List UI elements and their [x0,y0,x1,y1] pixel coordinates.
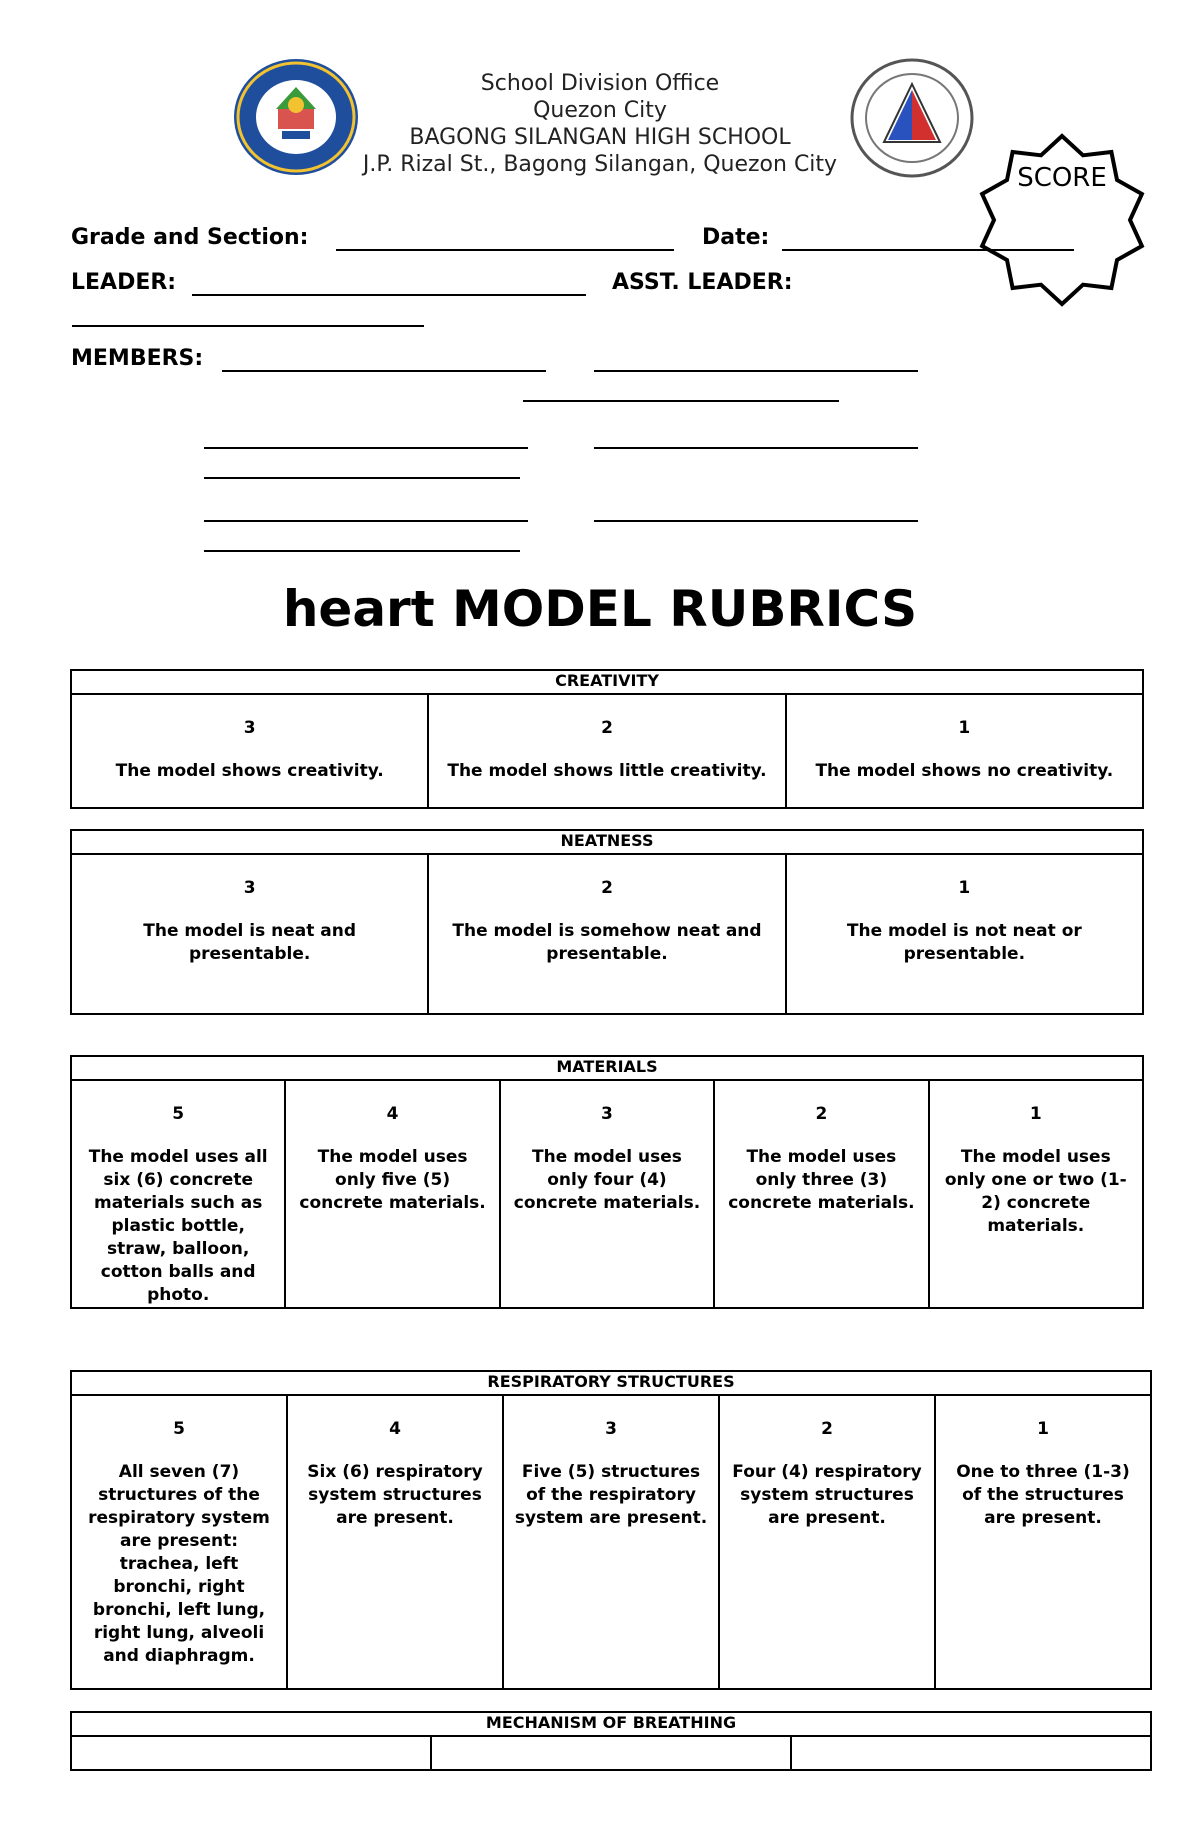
mechanism-rubric-table [70,1711,1152,1771]
rubric-score: 2 [815,1104,828,1124]
rubric-description: The model shows creativity. [115,761,384,781]
members-label: MEMBERS: [71,346,204,371]
rubric-description: The model shows no creativity. [815,761,1114,781]
rubric-score: 3 [605,1419,617,1439]
rubric-score: 5 [173,1419,185,1439]
rubric-cell [431,1736,791,1770]
score-badge [974,132,1150,308]
rubric-description: The model is neat and presentable. [143,921,357,964]
neatness-heading: NEATNESS [71,830,1143,854]
leader-label: LEADER: [71,270,177,295]
rubric-score: 4 [386,1104,399,1124]
rubric-description: The model uses only one or two (1-2) concrete materials. [944,1147,1127,1236]
rubric-cell [791,1736,1151,1770]
member-field[interactable] [594,520,918,522]
rubric-cell [71,1080,285,1308]
score-label: SCORE [1017,163,1107,193]
rubric-score: 3 [601,1104,613,1124]
respiratory-heading: RESPIRATORY STRUCTURES [71,1371,1151,1395]
rubric-description: One to three (1-3) of the structures are present. [956,1462,1130,1528]
member-field[interactable] [204,520,528,522]
rubric-score: 5 [172,1104,185,1124]
rubric-score: 2 [601,718,613,738]
rubric-description: The model uses only four (4) concrete materials. [513,1147,701,1213]
leader-field[interactable] [192,294,586,296]
rubric-description: Six (6) respiratory system structures are present. [307,1462,483,1528]
asst-leader-field[interactable] [72,325,424,327]
materials-rubric-table [70,1055,1144,1309]
rubric-description: The model shows little creativity. [447,761,767,781]
member-field[interactable] [594,447,918,449]
rubric-description: The model uses only three (3) concrete materials. [728,1147,915,1213]
member-field[interactable] [204,477,520,479]
school-name-text: BAGONG SILANGAN HIGH SCHOOL [409,125,791,150]
rubric-description: Four (4) respiratory system structures are present. [732,1462,922,1528]
asst-leader-label: ASST. LEADER: [612,270,793,295]
rubric-score: 1 [958,878,971,898]
date-label: Date: [702,225,770,250]
creativity-rubric-table [70,669,1144,809]
rubric-description: The model uses all six (6) concrete materials such as plastic bottle, straw, balloon, cotton balls and photo. [88,1147,268,1305]
creativity-heading: CREATIVITY [71,670,1143,694]
neatness-rubric-table [70,829,1144,1015]
rubric-score: 3 [243,878,256,898]
rubric-cell [500,1080,714,1308]
rubric-description: All seven (7) structures of the respiratory system are present: trachea, left bronchi, right bronchi, left lung, right lung, alveoli and diaphragm. [88,1462,270,1666]
rubric-score: 1 [1029,1104,1042,1124]
member-field[interactable] [204,550,520,552]
page-title: heart MODEL RUBRICS [282,580,918,638]
rubric-cell [929,1080,1143,1308]
rubric-cell [786,854,1143,1014]
school-header [330,70,870,178]
city-text: Quezon City [533,98,667,123]
rubric-score: 2 [601,878,613,898]
rubric-score: 3 [243,718,256,738]
rubric-cell [786,694,1143,808]
rubric-cell [287,1395,503,1689]
rubric-cell [71,1736,431,1770]
rubric-cell [71,1395,287,1689]
rubric-cell [714,1080,928,1308]
rubric-cell [428,694,785,808]
date-field[interactable] [782,249,1074,251]
rubric-description: Five (5) structures of the respiratory system are present. [514,1462,708,1528]
rubric-score: 2 [821,1419,833,1439]
rubric-cell [719,1395,935,1689]
rubric-cell [935,1395,1151,1689]
grade-section-label: Grade and Section: [71,225,309,250]
mechanism-heading: MECHANISM OF BREATHING [71,1712,1151,1736]
rubric-cell [285,1080,499,1308]
rubric-cell [71,694,428,808]
rubric-cell [428,854,785,1014]
rubric-description: The model uses only five (5) concrete materials. [299,1147,486,1213]
rubric-description: The model is somehow neat and presentable. [452,921,762,964]
member-field[interactable] [204,447,528,449]
rubric-score: 1 [958,718,971,738]
division-office-text: School Division Office [480,71,720,96]
rubric-score: 4 [389,1419,401,1439]
member-field[interactable] [594,370,918,372]
rubric-score: 1 [1037,1419,1049,1439]
respiratory-rubric-table [70,1370,1152,1690]
rubric-cell [71,854,428,1014]
school-address-text: J.P. Rizal St., Bagong Silangan, Quezon City [362,152,838,177]
member-field[interactable] [523,400,839,402]
materials-heading: MATERIALS [71,1056,1143,1080]
grade-section-field[interactable] [336,249,674,251]
rubric-cell [503,1395,719,1689]
member-field[interactable] [222,370,546,372]
rubric-description: The model is not neat or presentable. [846,921,1082,964]
